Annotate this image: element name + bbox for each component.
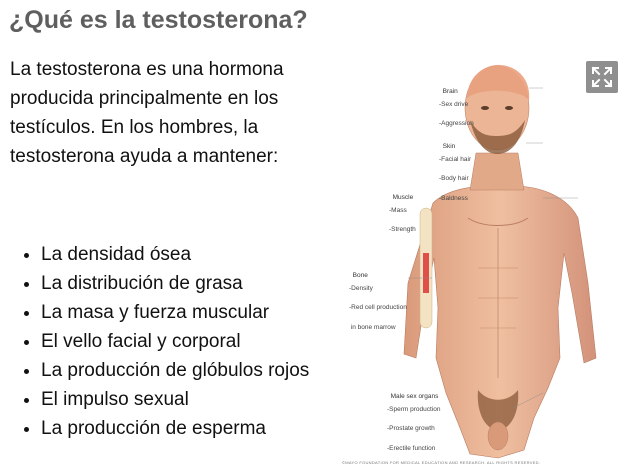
- expand-icon: [586, 61, 618, 93]
- label-skin: Skin -Facial hair -Body hair -Baldness: [439, 142, 472, 202]
- list-item: • La distribución de grasa: [41, 269, 361, 298]
- label-male-sex-organs: Male sex organs -Sperm production -Prostate growth -Erectile function: [387, 392, 441, 452]
- list-item: • La densidad ósea: [41, 240, 361, 269]
- benefits-list: [19, 240, 361, 443]
- label-bone: Bone -Density -Red cell production in bone marrow: [349, 271, 407, 331]
- body-illustration: [338, 58, 628, 468]
- copyright-notice: ©MAYO FOUNDATION FOR MEDICAL EDUCATION AND RESEARCH. ALL RIGHTS RESERVED.: [342, 460, 541, 465]
- label-brain: Brain -Sex drive -Aggression: [439, 87, 474, 127]
- intro-paragraph: La testosterona es una hormona producida principalmente en los testículos. En los hombres, la testosterona ayuda a mantener:: [10, 59, 284, 167]
- label-muscle: Muscle -Mass -Strength: [389, 193, 416, 233]
- list-item: • La producción de esperma: [41, 414, 361, 443]
- page-title: ¿Qué es la testosterona?: [9, 6, 308, 34]
- expand-button[interactable]: [586, 61, 618, 93]
- list-item: • La producción de glóbulos rojos: [41, 356, 361, 385]
- list-item: • La masa y fuerza muscular: [41, 298, 361, 327]
- list-item: • El vello facial y corporal: [41, 327, 361, 356]
- list-item: • El impulso sexual: [41, 385, 361, 414]
